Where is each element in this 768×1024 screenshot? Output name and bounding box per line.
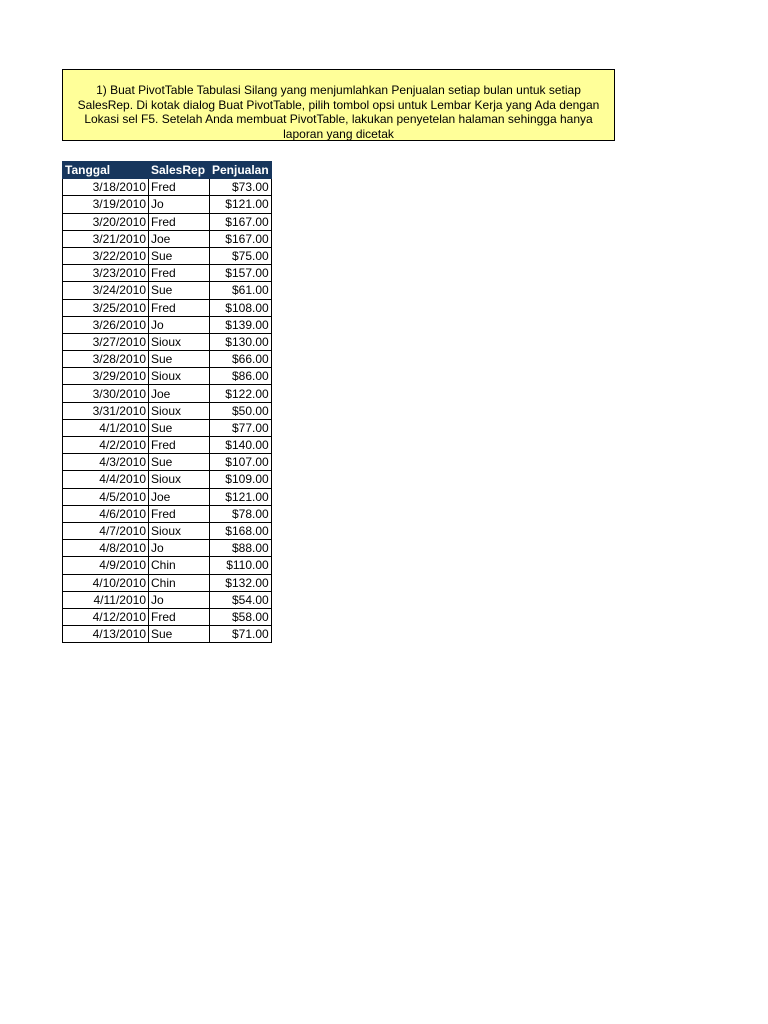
cell-tanggal[interactable]: 3/28/2010 <box>63 351 149 368</box>
cell-penjualan[interactable]: $167.00 <box>210 230 272 247</box>
table-row <box>63 179 272 196</box>
cell-salesrep[interactable]: Sue <box>149 454 210 471</box>
cell-penjualan[interactable]: $71.00 <box>210 626 272 643</box>
cell-salesrep[interactable]: Joe <box>149 488 210 505</box>
cell-tanggal[interactable]: 3/25/2010 <box>63 299 149 316</box>
cell-penjualan[interactable]: $130.00 <box>210 333 272 350</box>
table-row <box>63 282 272 299</box>
header-penjualan[interactable]: Penjualan <box>210 162 272 179</box>
cell-penjualan[interactable]: $77.00 <box>210 419 272 436</box>
cell-salesrep[interactable]: Jo <box>149 196 210 213</box>
cell-salesrep[interactable]: Sioux <box>149 522 210 539</box>
cell-tanggal[interactable]: 3/20/2010 <box>63 213 149 230</box>
cell-tanggal[interactable]: 4/8/2010 <box>63 540 149 557</box>
header-salesrep[interactable]: SalesRep <box>149 162 210 179</box>
cell-penjualan[interactable]: $121.00 <box>210 488 272 505</box>
cell-penjualan[interactable]: $109.00 <box>210 471 272 488</box>
cell-tanggal[interactable]: 4/3/2010 <box>63 454 149 471</box>
cell-salesrep[interactable]: Fred <box>149 437 210 454</box>
cell-tanggal[interactable]: 4/6/2010 <box>63 505 149 522</box>
table-row <box>63 454 272 471</box>
cell-tanggal[interactable]: 3/23/2010 <box>63 265 149 282</box>
table-row <box>63 265 272 282</box>
cell-salesrep[interactable]: Fred <box>149 299 210 316</box>
cell-tanggal[interactable]: 3/31/2010 <box>63 402 149 419</box>
cell-penjualan[interactable]: $108.00 <box>210 299 272 316</box>
cell-salesrep[interactable]: Chin <box>149 574 210 591</box>
table-row <box>63 557 272 574</box>
table-row <box>63 488 272 505</box>
cell-penjualan[interactable]: $78.00 <box>210 505 272 522</box>
table-header-row <box>63 162 272 179</box>
cell-salesrep[interactable]: Fred <box>149 505 210 522</box>
instruction-line: SalesRep. Di kotak dialog Buat PivotTable, pilih tombol opsi untuk Lembar Kerja yang Ada dengan <box>77 97 600 112</box>
cell-penjualan[interactable]: $66.00 <box>210 351 272 368</box>
cell-tanggal[interactable]: 4/4/2010 <box>63 471 149 488</box>
cell-tanggal[interactable]: 3/29/2010 <box>63 368 149 385</box>
cell-tanggal[interactable]: 3/22/2010 <box>63 247 149 264</box>
cell-tanggal[interactable]: 3/26/2010 <box>63 316 149 333</box>
table-row <box>63 299 272 316</box>
cell-tanggal[interactable]: 3/21/2010 <box>63 230 149 247</box>
cell-penjualan[interactable]: $73.00 <box>210 179 272 196</box>
cell-penjualan[interactable]: $122.00 <box>210 385 272 402</box>
table-row <box>63 247 272 264</box>
cell-salesrep[interactable]: Chin <box>149 557 210 574</box>
table-row <box>63 316 272 333</box>
cell-penjualan[interactable]: $50.00 <box>210 402 272 419</box>
cell-salesrep[interactable]: Fred <box>149 213 210 230</box>
cell-salesrep[interactable]: Jo <box>149 540 210 557</box>
cell-salesrep[interactable]: Sioux <box>149 333 210 350</box>
cell-penjualan[interactable]: $58.00 <box>210 608 272 625</box>
cell-penjualan[interactable]: $88.00 <box>210 540 272 557</box>
cell-tanggal[interactable]: 4/11/2010 <box>63 591 149 608</box>
cell-penjualan[interactable]: $61.00 <box>210 282 272 299</box>
cell-penjualan[interactable]: $132.00 <box>210 574 272 591</box>
cell-tanggal[interactable]: 3/18/2010 <box>63 179 149 196</box>
cell-penjualan[interactable]: $167.00 <box>210 213 272 230</box>
cell-salesrep[interactable]: Sue <box>149 626 210 643</box>
cell-tanggal[interactable]: 4/1/2010 <box>63 419 149 436</box>
cell-salesrep[interactable]: Fred <box>149 265 210 282</box>
table-row <box>63 351 272 368</box>
table-row <box>63 230 272 247</box>
table-row <box>63 505 272 522</box>
table-row <box>63 368 272 385</box>
header-tanggal[interactable]: Tanggal <box>63 162 149 179</box>
table-row <box>63 540 272 557</box>
table-row <box>63 522 272 539</box>
cell-salesrep[interactable]: Jo <box>149 591 210 608</box>
instruction-line: 1) Buat PivotTable Tabulasi Silang yang menjumlahkan Penjualan setiap bulan untuk setiap <box>96 83 581 97</box>
table-row <box>63 574 272 591</box>
table-row <box>63 333 272 350</box>
cell-penjualan[interactable]: $75.00 <box>210 247 272 264</box>
cell-penjualan[interactable]: $54.00 <box>210 591 272 608</box>
cell-penjualan[interactable]: $157.00 <box>210 265 272 282</box>
cell-penjualan[interactable]: $140.00 <box>210 437 272 454</box>
cell-penjualan[interactable]: $86.00 <box>210 368 272 385</box>
sales-table <box>62 161 272 643</box>
cell-tanggal[interactable]: 4/10/2010 <box>63 574 149 591</box>
cell-tanggal[interactable]: 3/30/2010 <box>63 385 149 402</box>
table-row <box>63 471 272 488</box>
cell-tanggal[interactable]: 4/12/2010 <box>63 608 149 625</box>
table-row <box>63 196 272 213</box>
cell-salesrep[interactable]: Sue <box>149 282 210 299</box>
cell-salesrep[interactable]: Joe <box>149 385 210 402</box>
cell-tanggal[interactable]: 3/27/2010 <box>63 333 149 350</box>
instruction-box <box>62 69 615 141</box>
cell-penjualan[interactable]: $121.00 <box>210 196 272 213</box>
cell-salesrep[interactable]: Sue <box>149 247 210 264</box>
cell-tanggal[interactable]: 3/24/2010 <box>63 282 149 299</box>
cell-salesrep[interactable]: Sue <box>149 419 210 436</box>
cell-tanggal[interactable]: 3/19/2010 <box>63 196 149 213</box>
cell-penjualan[interactable]: $110.00 <box>210 557 272 574</box>
cell-tanggal[interactable]: 4/13/2010 <box>63 626 149 643</box>
cell-tanggal[interactable]: 4/7/2010 <box>63 522 149 539</box>
table-row <box>63 402 272 419</box>
table-row <box>63 437 272 454</box>
table-row <box>63 591 272 608</box>
table-row <box>63 385 272 402</box>
cell-salesrep[interactable]: Fred <box>149 608 210 625</box>
cell-salesrep[interactable]: Fred <box>149 179 210 196</box>
cell-salesrep[interactable]: Sue <box>149 351 210 368</box>
cell-tanggal[interactable]: 4/5/2010 <box>63 488 149 505</box>
cell-salesrep[interactable]: Sioux <box>149 402 210 419</box>
cell-salesrep[interactable]: Jo <box>149 316 210 333</box>
instruction-line: laporan yang dicetak <box>283 126 394 141</box>
table-row <box>63 419 272 436</box>
cell-salesrep[interactable]: Sioux <box>149 368 210 385</box>
cell-tanggal[interactable]: 4/2/2010 <box>63 437 149 454</box>
table-row <box>63 626 272 643</box>
cell-salesrep[interactable]: Joe <box>149 230 210 247</box>
cell-penjualan[interactable]: $139.00 <box>210 316 272 333</box>
cell-penjualan[interactable]: $107.00 <box>210 454 272 471</box>
instruction-line: Lokasi sel F5. Setelah Anda membuat PivotTable, lakukan penyetelan halaman sehingga hanya <box>84 112 593 126</box>
table-row <box>63 608 272 625</box>
cell-tanggal[interactable]: 4/9/2010 <box>63 557 149 574</box>
cell-salesrep[interactable]: Sioux <box>149 471 210 488</box>
table-row <box>63 213 272 230</box>
table-body <box>63 179 272 643</box>
cell-penjualan[interactable]: $168.00 <box>210 522 272 539</box>
